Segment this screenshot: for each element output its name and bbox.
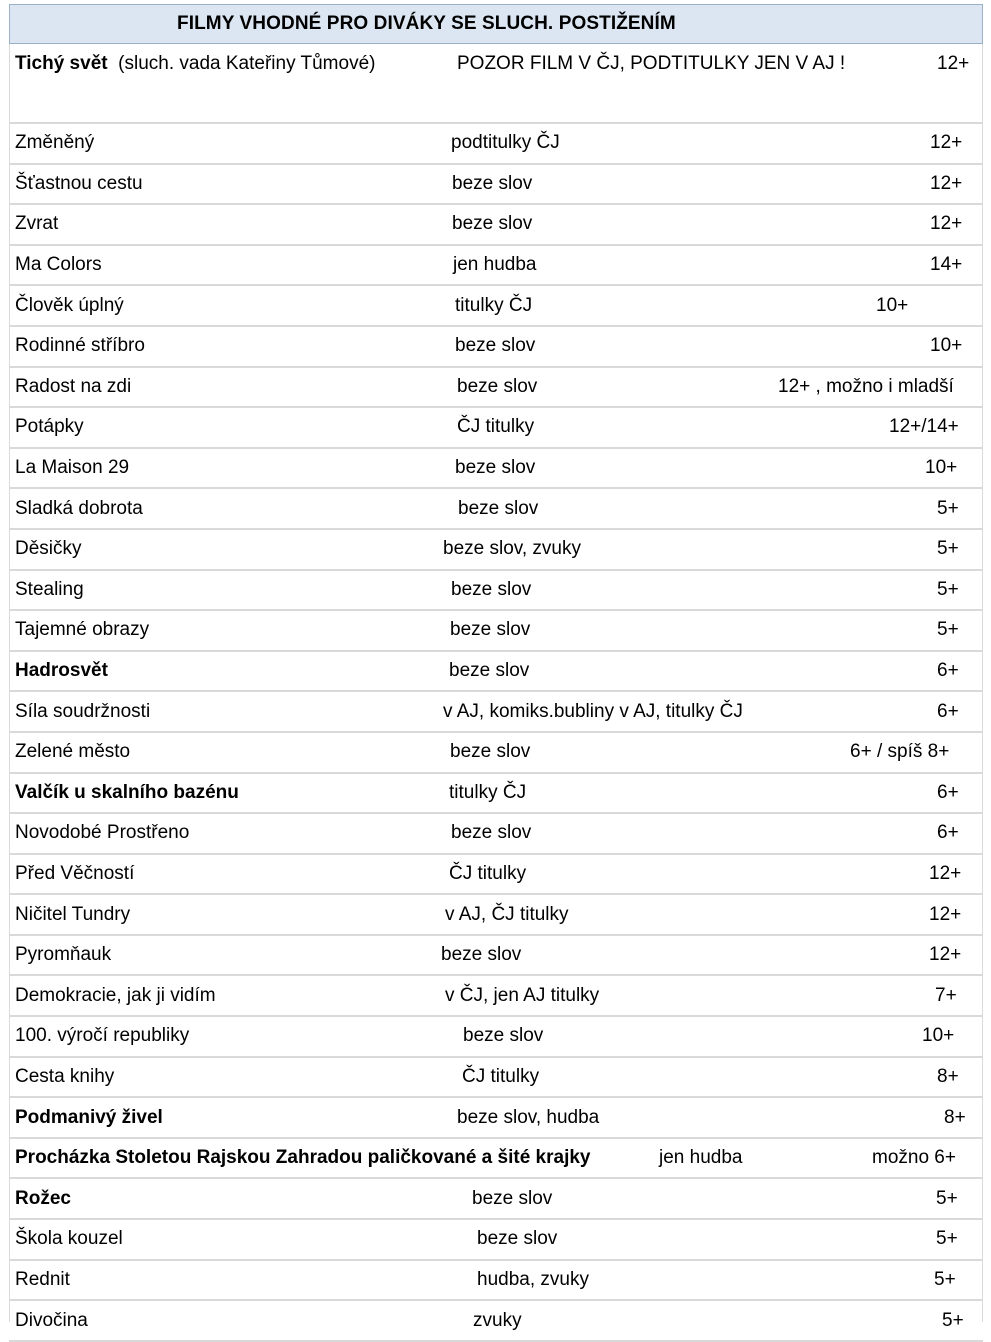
table-row xyxy=(9,124,983,165)
table-row xyxy=(9,530,983,571)
film-note: ČJ titulky xyxy=(449,862,527,884)
film-age: 12+/14+ xyxy=(889,416,959,438)
film-note: beze slov xyxy=(455,457,536,479)
film-age: 6+ xyxy=(937,700,959,722)
table-row xyxy=(9,286,983,327)
film-title: Stealing xyxy=(15,578,84,600)
film-title: Divočina xyxy=(15,1309,88,1331)
film-note: beze slov xyxy=(458,497,539,519)
film-age: 6+ / spíš 8+ xyxy=(850,741,950,763)
table-row xyxy=(9,733,983,774)
film-note: POZOR FILM V ČJ, PODTITULKY JEN V AJ ! xyxy=(457,53,846,74)
table-row xyxy=(9,692,983,733)
film-note: beze slov, hudba xyxy=(457,1106,600,1128)
film-note: zvuky xyxy=(473,1309,522,1331)
film-age: 5+ xyxy=(937,497,959,519)
film-note: v ČJ, jen AJ titulky xyxy=(445,984,600,1006)
table-row xyxy=(9,571,983,612)
film-age: 10+ xyxy=(922,1025,955,1047)
film-age: 12+ , možno i mladší xyxy=(778,375,954,397)
film-age: 10+ xyxy=(876,294,909,316)
table-row xyxy=(9,611,983,652)
film-age: 12+ xyxy=(930,213,963,235)
film-age: 12+ xyxy=(929,862,962,884)
film-note: beze slov xyxy=(450,619,531,641)
film-title: Ma Colors xyxy=(15,254,102,276)
film-title: Rodinné stříbro xyxy=(15,335,145,357)
film-title: Šťastnou cestu xyxy=(15,172,143,194)
film-age: 10+ xyxy=(930,335,963,357)
film-note: beze slov xyxy=(449,660,530,682)
film-note: beze slov xyxy=(451,822,532,844)
table-row xyxy=(9,408,983,449)
film-age: 12+ xyxy=(930,132,963,154)
table-row xyxy=(9,368,983,409)
film-title: Člověk úplný xyxy=(15,294,124,316)
film-title: Změněný xyxy=(15,132,95,154)
film-age: 6+ xyxy=(937,660,959,682)
table-row xyxy=(9,246,983,287)
film-note: beze slov xyxy=(477,1228,558,1250)
table-row xyxy=(9,855,983,896)
film-age: 7+ xyxy=(935,984,957,1006)
table-row-featured xyxy=(9,44,983,84)
film-title: Škola kouzel xyxy=(15,1228,123,1250)
table-row xyxy=(9,449,983,490)
table-row xyxy=(9,1017,983,1058)
film-note: titulky ČJ xyxy=(449,781,527,803)
film-note: podtitulky ČJ xyxy=(451,132,560,154)
film-title: Pyromňauk xyxy=(15,944,112,966)
table-row xyxy=(9,976,983,1017)
film-title: Před Věčností xyxy=(15,862,135,884)
film-title: Hadrosvět xyxy=(15,660,108,682)
film-age: 6+ xyxy=(937,781,959,803)
film-title: Cesta knihy xyxy=(15,1065,115,1087)
film-note: beze slov xyxy=(457,375,538,397)
film-title: Sladká dobrota xyxy=(15,497,143,519)
table-row xyxy=(9,814,983,855)
film-age: 5+ xyxy=(942,1309,964,1331)
film-age: 12+ xyxy=(929,903,962,925)
film-title: Podmanivý živel xyxy=(15,1106,163,1128)
film-title: Rožec xyxy=(15,1187,71,1209)
table-row xyxy=(9,1058,983,1099)
film-note: beze slov xyxy=(451,578,532,600)
film-rows xyxy=(9,124,983,1342)
film-age: 10+ xyxy=(925,457,958,479)
film-age: 8+ xyxy=(944,1106,966,1128)
film-title: Tajemné obrazy xyxy=(15,619,150,641)
table-row xyxy=(9,1098,983,1139)
film-note: v AJ, komiks.bubliny v AJ, titulky ČJ xyxy=(443,700,743,722)
table-row xyxy=(9,489,983,530)
page-title: FILMY VHODNÉ PRO DIVÁKY SE SLUCH. POSTIŽENÍM xyxy=(177,13,676,34)
film-age: 14+ xyxy=(930,254,963,276)
film-age: možno 6+ xyxy=(872,1147,956,1169)
film-note: beze slov xyxy=(452,213,533,235)
film-age: 5+ xyxy=(937,538,959,560)
film-title: 100. výročí republiky xyxy=(15,1025,190,1047)
film-title: Potápky xyxy=(15,416,84,438)
film-note: beze slov xyxy=(455,335,536,357)
film-note: beze slov, zvuky xyxy=(443,538,581,560)
film-title: Procházka Stoletou Rajskou Zahradou paličkované a šité krajky xyxy=(15,1147,591,1169)
film-age: 12+ xyxy=(930,172,963,194)
film-age: 6+ xyxy=(937,822,959,844)
film-note: beze slov xyxy=(472,1187,553,1209)
film-note: ČJ titulky xyxy=(462,1065,540,1087)
film-note: beze slov xyxy=(450,741,531,763)
film-table xyxy=(9,4,983,1342)
film-title: Demokracie, jak ji vidím xyxy=(15,984,216,1006)
film-note: hudba, zvuky xyxy=(477,1268,589,1290)
film-note: beze slov xyxy=(463,1025,544,1047)
table-row xyxy=(9,1139,983,1180)
film-note: jen hudba xyxy=(453,254,537,276)
film-title: Děsičky xyxy=(15,538,82,560)
film-age: 5+ xyxy=(936,1187,958,1209)
table-row xyxy=(9,205,983,246)
table-row xyxy=(9,1179,983,1220)
table-header xyxy=(9,4,983,44)
table-row-spacer xyxy=(9,84,983,124)
film-note: beze slov xyxy=(441,944,522,966)
film-note: jen hudba xyxy=(659,1147,743,1169)
film-title: Zelené město xyxy=(15,741,131,763)
table-row xyxy=(9,652,983,693)
film-title: Zvrat xyxy=(15,213,59,235)
film-age: 5+ xyxy=(937,578,959,600)
film-title: Síla soudržnosti xyxy=(15,700,151,722)
table-row xyxy=(9,165,983,206)
table-row xyxy=(9,327,983,368)
film-title: Radost na zdi xyxy=(15,375,132,397)
film-title: Novodobé Prostřeno xyxy=(15,822,190,844)
table-row xyxy=(9,1220,983,1261)
film-title-extra: (sluch. vada Kateřiny Tůmové) xyxy=(118,53,376,74)
film-age: 12+ xyxy=(937,53,970,74)
film-title: Tichý svět (sluch. vada Kateřiny Tůmové) xyxy=(15,53,376,74)
table-row xyxy=(9,774,983,815)
film-title: Rednit xyxy=(15,1268,70,1290)
film-age: 5+ xyxy=(937,619,959,641)
table-row xyxy=(9,1261,983,1302)
table-row xyxy=(9,895,983,936)
film-title: Ničitel Tundry xyxy=(15,903,131,925)
film-note: ČJ titulky xyxy=(457,416,535,438)
table-row xyxy=(9,1301,983,1342)
film-note: v AJ, ČJ titulky xyxy=(445,903,569,925)
film-age: 5+ xyxy=(936,1228,958,1250)
film-age: 8+ xyxy=(937,1065,959,1087)
film-note: titulky ČJ xyxy=(455,294,533,316)
film-title: Valčík u skalního bazénu xyxy=(15,781,239,803)
film-title: La Maison 29 xyxy=(15,457,130,479)
table-row xyxy=(9,936,983,977)
film-age: 12+ xyxy=(929,944,962,966)
film-note: beze slov xyxy=(452,172,533,194)
film-age: 5+ xyxy=(934,1268,956,1290)
